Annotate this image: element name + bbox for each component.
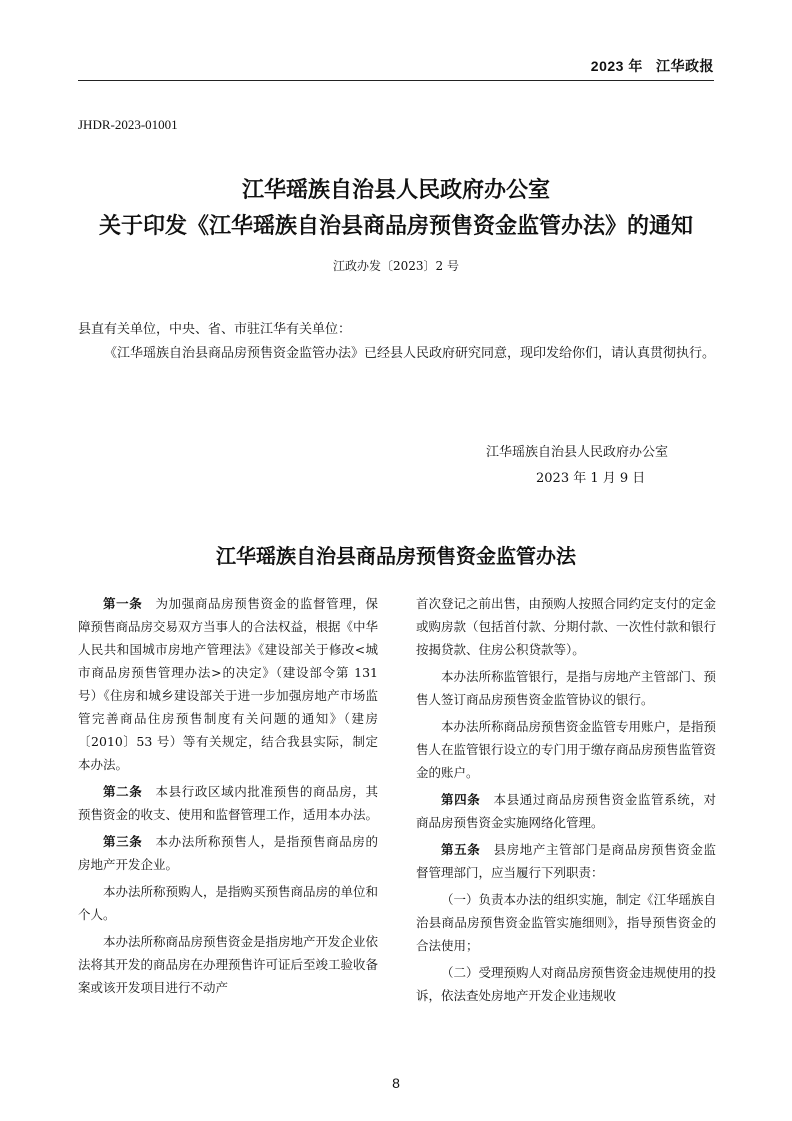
article-label: 第三条	[103, 834, 143, 849]
left-column	[78, 592, 378, 1003]
header-rule	[78, 80, 714, 81]
header-year: 2023 年	[590, 58, 643, 74]
notice-body: 《江华瑶族自治县商品房预售资金监管办法》已经县人民政府研究同意，现印发给你们，请认真贯彻执行。	[104, 346, 716, 361]
article-label: 第四条	[441, 792, 481, 807]
article-paragraph	[78, 880, 378, 926]
article-text: （一）负责本办法的组织实施，制定《江华瑶族自治县商品房预售资金监管实施细则》，指导预售资金的合法使用；	[416, 892, 717, 953]
article-text: 首次登记之前出售，由预购人按照合同约定支付的定金或购房款（包括首付款、分期付款、一次性付款和银行按揭贷款、住房公积贷款等）。	[416, 596, 717, 657]
article-paragraph	[416, 838, 716, 884]
article-paragraph	[416, 788, 716, 834]
article-paragraph	[78, 780, 378, 826]
article-paragraph	[416, 888, 716, 957]
article-text: 本办法所称商品房预售资金是指房地产开发企业依法将其开发的商品房在办理预售许可证后至竣工验收备案或该开发项目进行不动产	[78, 934, 379, 995]
running-header	[78, 52, 714, 76]
article-paragraph	[416, 961, 716, 1007]
right-column	[416, 592, 716, 1011]
measures-title: 江华瑶族自治县商品房预售资金监管办法	[216, 544, 576, 568]
article-text: （二）受理预购人对商品房预售资金违规使用的投诉，依法查处房地产开发企业违规收	[416, 965, 717, 1003]
article-paragraph	[78, 592, 378, 776]
document-number: 江政办发〔2023〕2 号	[333, 259, 459, 273]
article-paragraph	[78, 930, 378, 999]
article-text: 本县行政区域内批准预售的商品房，其预售资金的收支、使用和监督管理工作，适用本办法。	[78, 784, 379, 822]
article-text: 本办法所称监管银行，是指与房地产主管部门、预售人签订商品房预售资金监管协议的银行。	[416, 669, 717, 707]
article-text: 为加强商品房预售资金的监督管理，保障预售商品房交易双方当事人的合法权益，根据《中华人民共和国城市房地产管理法》《建设部关于修改<城市商品房预售管理办法>的决定》（建设部令第 131 号）《住房和城乡建设部关于进一步加强房地产市场监管完善商品住房预售制度有关问题的通知》（建房〔2010〕53 号）等有关规定，结合我县实际，制定本办法。	[78, 596, 379, 772]
article-label: 第一条	[103, 596, 143, 611]
article-text: 本办法所称商品房预售资金监管专用账户，是指预售人在监管银行设立的专门用于缴存商品房预售监管资金的账户。	[416, 719, 717, 780]
article-text: 本办法所称预购人，是指购买预售商品房的单位和个人。	[78, 884, 379, 922]
header-text	[591, 56, 714, 76]
article-paragraph	[416, 715, 716, 784]
document-id: JHDR-2023-01001	[78, 117, 178, 132]
article-text: 县房地产主管部门是商品房预售资金监督管理部门，应当履行下列职责：	[416, 842, 716, 880]
article-text: 本办法所称预售人，是指预售商品房的房地产开发企业。	[78, 834, 378, 872]
signature-date: 2023 年 1 月 9 日	[536, 471, 646, 486]
addressee: 县直有关单位，中央、省、市驻江华有关单位：	[78, 322, 352, 337]
article-paragraph	[416, 592, 716, 661]
header-publication: 江华政报	[656, 58, 714, 74]
signer: 江华瑶族自治县人民政府办公室	[486, 445, 669, 460]
article-paragraph	[416, 665, 716, 711]
article-label: 第五条	[441, 842, 481, 857]
page-number: 8	[392, 1075, 400, 1091]
notice-title-line2: 关于印发《江华瑶族自治县商品房预售资金监管办法》的通知	[98, 213, 693, 239]
article-label: 第二条	[103, 784, 143, 799]
article-text: 本县通过商品房预售资金监管系统，对商品房预售资金实施网络化管理。	[416, 792, 716, 830]
notice-title-line1: 江华瑶族自治县人民政府办公室	[241, 177, 550, 203]
article-paragraph	[78, 830, 378, 876]
